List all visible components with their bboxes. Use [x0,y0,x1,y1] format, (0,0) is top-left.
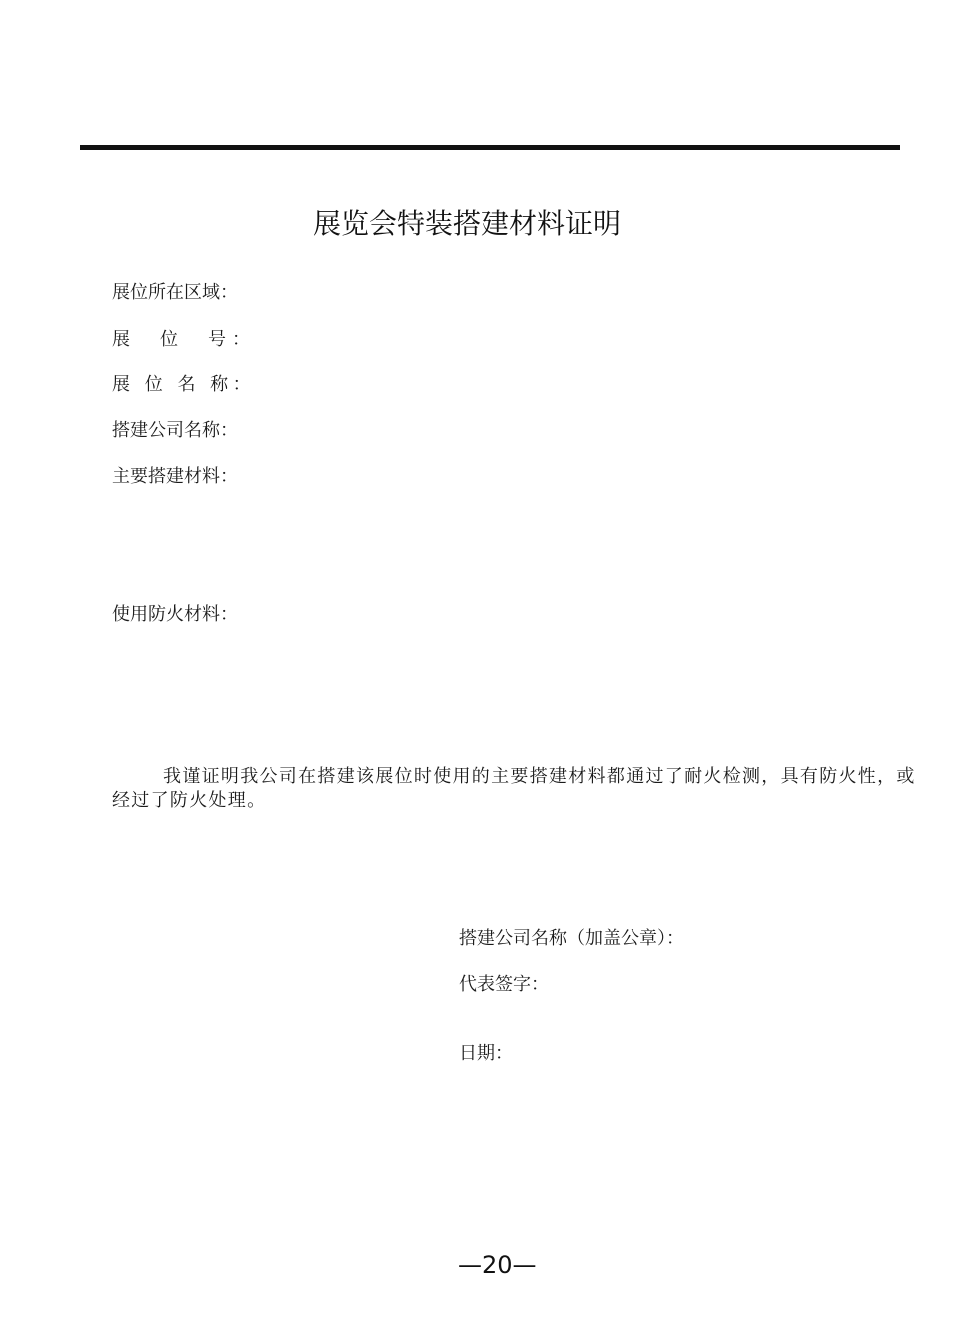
field-main-materials-label: 主要搭建材料： [112,466,238,487]
field-booth-name-label: 展 位 名 称： [112,374,256,395]
certification-statement: 我谨证明我公司在搭建该展位时使用的主要搭建材料都通过了耐火检测，具有防火性，或经过了防火处理。 [112,766,916,811]
field-booth-area-label: 展位所在区域： [112,282,238,303]
field-fireproof-materials-label: 使用防火材料： [112,604,238,625]
page-number: —20— [458,1251,537,1279]
top-rule [80,145,900,150]
document-title: 展览会特装搭建材料证明 [313,207,622,240]
signature-company-label: 搭建公司名称（加盖公章）： [459,928,684,949]
field-builder-company-label: 搭建公司名称： [112,420,238,441]
signature-representative-label: 代表签字： [459,974,549,995]
field-booth-number-label: 展 位 号： [112,329,256,350]
signature-date-label: 日期： [459,1043,513,1064]
